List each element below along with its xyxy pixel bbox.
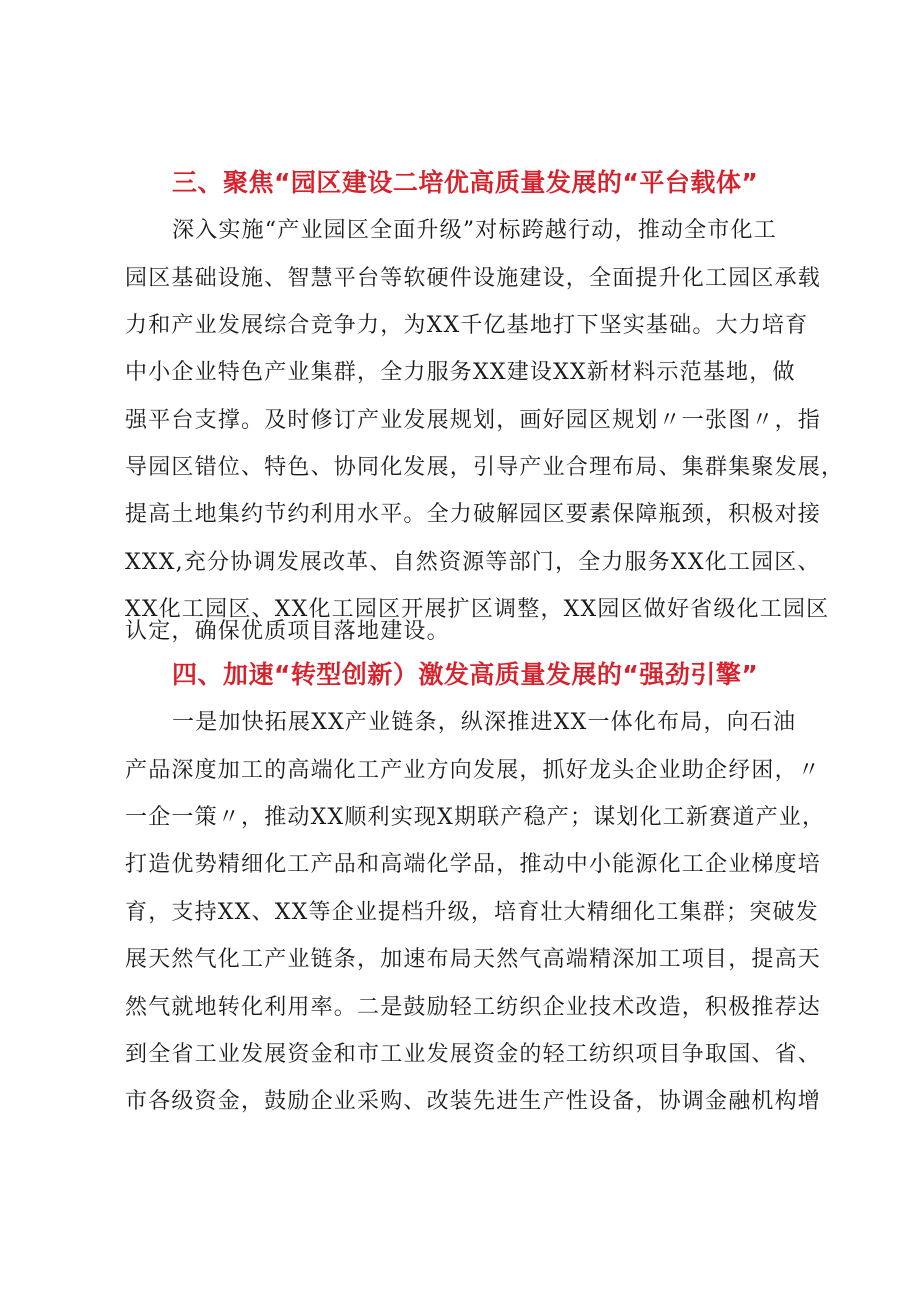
section-three-line: 深入实施“产业园区全面升级”对标跨越行动，推动全市化工 [172,218,777,243]
section-four-line: 一是加快拓展XX产业链条，纵深推进XX一体化布局，向石油 [172,710,797,735]
section-four-line: 市各级资金，鼓励企业采购、改装先进生产性设备，协调金融机构增 [125,1089,822,1114]
section-three-line: XX化工园区、XX化工园区开展扩区调整，XX园区做好省级化工园区 [125,597,830,622]
section-four-line: 打造优势精细化工产品和高端化学品，推动中小能源化工企业梯度培 [125,852,822,877]
section-three-line: 园区基础设施、智慧平台等软硬件设施建设，全面提升化工园区承载 [125,266,822,291]
section-four-line: 到全省工业发展资金和市工业发展资金的轻工纺织项目争取国、省、 [125,1042,822,1067]
section-three-line: XXX,充分协调发展改革、自然资源等部门，全力服务XX化工园区、 [125,550,821,575]
section-three-line: 提高土地集约节约利用水平。全力破解园区要素保障瓶颈，积极对接 [125,502,822,527]
section-four-line: 产品深度加工的高端化工产业方向发展，抓好龙头企业助企纾困，〃 [125,758,822,783]
section-three-line: 导园区错位、特色、协同化发展，引导产业合理布局、集群集聚发展， [125,455,845,480]
section-three-line-last: 认定，确保优质项目落地建设。 [125,619,450,644]
section-three-line: 强平台支撑。及时修订产业发展规划，画好园区规划〃一张图〃，指 [125,408,822,433]
section-four-line: 一企一策〃，推动XX顺利实现X期联产稳产；谋划化工新赛道产业， [125,805,826,830]
section-four-line: 育，支持XX、XX等企业提档升级，培育壮大精细化工集群；突破发 [125,900,819,925]
section-four-line: 展天然气化工产业链条，加速布局天然气高端精深加工项目，提高天 [125,947,822,972]
section-three-heading: 三、聚焦“园区建设二培优高质量发展的“平台载体” [172,168,759,197]
section-three-line: 中小企业特色产业集群，全力服务XX建设XX新材料示范基地，做 [125,360,796,385]
section-three-line: 力和产业发展综合竞争力，为XX千亿基地打下坚实基础。大力培育 [125,313,809,338]
section-four-line: 然气就地转化利用率。二是鼓励轻工纺织企业技术改造，积极推荐达 [125,995,822,1020]
section-four-heading: 四、加速“转型创新）激发高质量发展的“强劲引擎” [172,660,759,689]
